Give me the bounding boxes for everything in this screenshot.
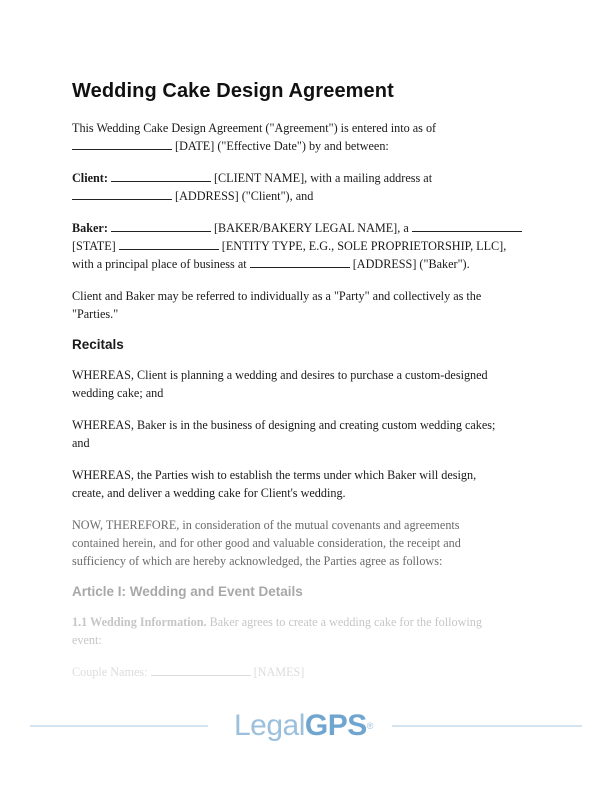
client-address-blank bbox=[72, 188, 172, 200]
clause-line-2: event: bbox=[72, 633, 102, 647]
whereas-2-line-2: and bbox=[72, 436, 90, 450]
intro-paragraph bbox=[72, 119, 540, 155]
whereas-1-line-2: wedding cake; and bbox=[72, 386, 164, 400]
now-line-3: sufficiency of which are hereby acknowledged, the Parties agree as follows: bbox=[72, 554, 443, 568]
now-line-2: contained herein, and for other good and valuable consideration, the receipt and bbox=[72, 536, 461, 550]
whereas-paragraph-3 bbox=[72, 466, 540, 502]
footer-divider-right bbox=[392, 725, 582, 727]
couple-names-label: Couple Names: bbox=[72, 665, 148, 679]
now-therefore-paragraph bbox=[72, 516, 540, 570]
baker-line-3a: with a principal place of business at bbox=[72, 257, 247, 271]
client-line-2: [ADDRESS] ("Client"), and bbox=[175, 189, 314, 203]
date-blank bbox=[72, 138, 172, 150]
whereas-paragraph-1 bbox=[72, 366, 540, 402]
baker-line-2a: [STATE] bbox=[72, 239, 116, 253]
baker-address-blank bbox=[250, 256, 350, 268]
intro-line-2: [DATE] ("Effective Date") by and between: bbox=[175, 139, 389, 153]
baker-line-3b: [ADDRESS] ("Baker"). bbox=[352, 257, 470, 271]
document-page bbox=[72, 80, 540, 695]
article-heading: Article I: Wedding and Event Details bbox=[72, 584, 303, 599]
baker-state-blank bbox=[412, 220, 522, 232]
baker-label: Baker: bbox=[72, 221, 108, 235]
parties-line-1: Client and Baker may be referred to individually as a "Party" and collectively as the bbox=[72, 289, 482, 303]
parties-paragraph bbox=[72, 287, 540, 323]
client-name-blank bbox=[111, 170, 211, 182]
couple-names-blank bbox=[151, 664, 251, 676]
whereas-3-line-1: WHEREAS, the Parties wish to establish the terms under which Baker will design, bbox=[72, 468, 477, 482]
footer-divider-left bbox=[30, 725, 208, 727]
whereas-paragraph-2 bbox=[72, 416, 540, 452]
footer bbox=[0, 700, 612, 750]
intro-line-1: This Wedding Cake Design Agreement ("Agreement") is entered into as of bbox=[72, 121, 437, 135]
parties-line-2: "Parties." bbox=[72, 307, 119, 321]
baker-line-1: [BAKER/BAKERY LEGAL NAME], a bbox=[213, 221, 409, 235]
couple-names-line bbox=[72, 663, 540, 681]
logo-legal-text: Legal bbox=[234, 709, 305, 742]
document-title: Wedding Cake Design Agreement bbox=[72, 80, 394, 102]
whereas-2-line-1: WHEREAS, Baker is in the business of designing and creating custom wedding cakes; bbox=[72, 418, 496, 432]
legalgps-logo bbox=[234, 708, 384, 744]
recitals-heading: Recitals bbox=[72, 337, 124, 352]
logo-registered-mark: ® bbox=[366, 721, 373, 731]
clause-label: 1.1 Wedding Information. bbox=[72, 615, 207, 629]
entity-type-blank bbox=[119, 238, 219, 250]
logo-gps-text: GPS bbox=[304, 709, 367, 742]
client-line-1: [CLIENT NAME], with a mailing address at bbox=[213, 171, 433, 185]
baker-paragraph bbox=[72, 219, 540, 273]
now-line-1: NOW, THEREFORE, in consideration of the mutual covenants and agreements bbox=[72, 518, 460, 532]
client-paragraph bbox=[72, 169, 540, 205]
client-label: Client: bbox=[72, 171, 108, 185]
whereas-1-line-1: WHEREAS, Client is planning a wedding and desires to purchase a custom-designed bbox=[72, 368, 488, 382]
clause-paragraph bbox=[72, 613, 540, 649]
baker-line-2b: [ENTITY TYPE, E.G., SOLE PROPRIETORSHIP, LLC], bbox=[221, 239, 507, 253]
whereas-3-line-2: create, and deliver a wedding cake for Client's wedding. bbox=[72, 486, 346, 500]
clause-line-1: Baker agrees to create a wedding cake for the following bbox=[209, 615, 482, 629]
baker-name-blank bbox=[111, 220, 211, 232]
couple-names-value: [NAMES] bbox=[253, 665, 305, 679]
